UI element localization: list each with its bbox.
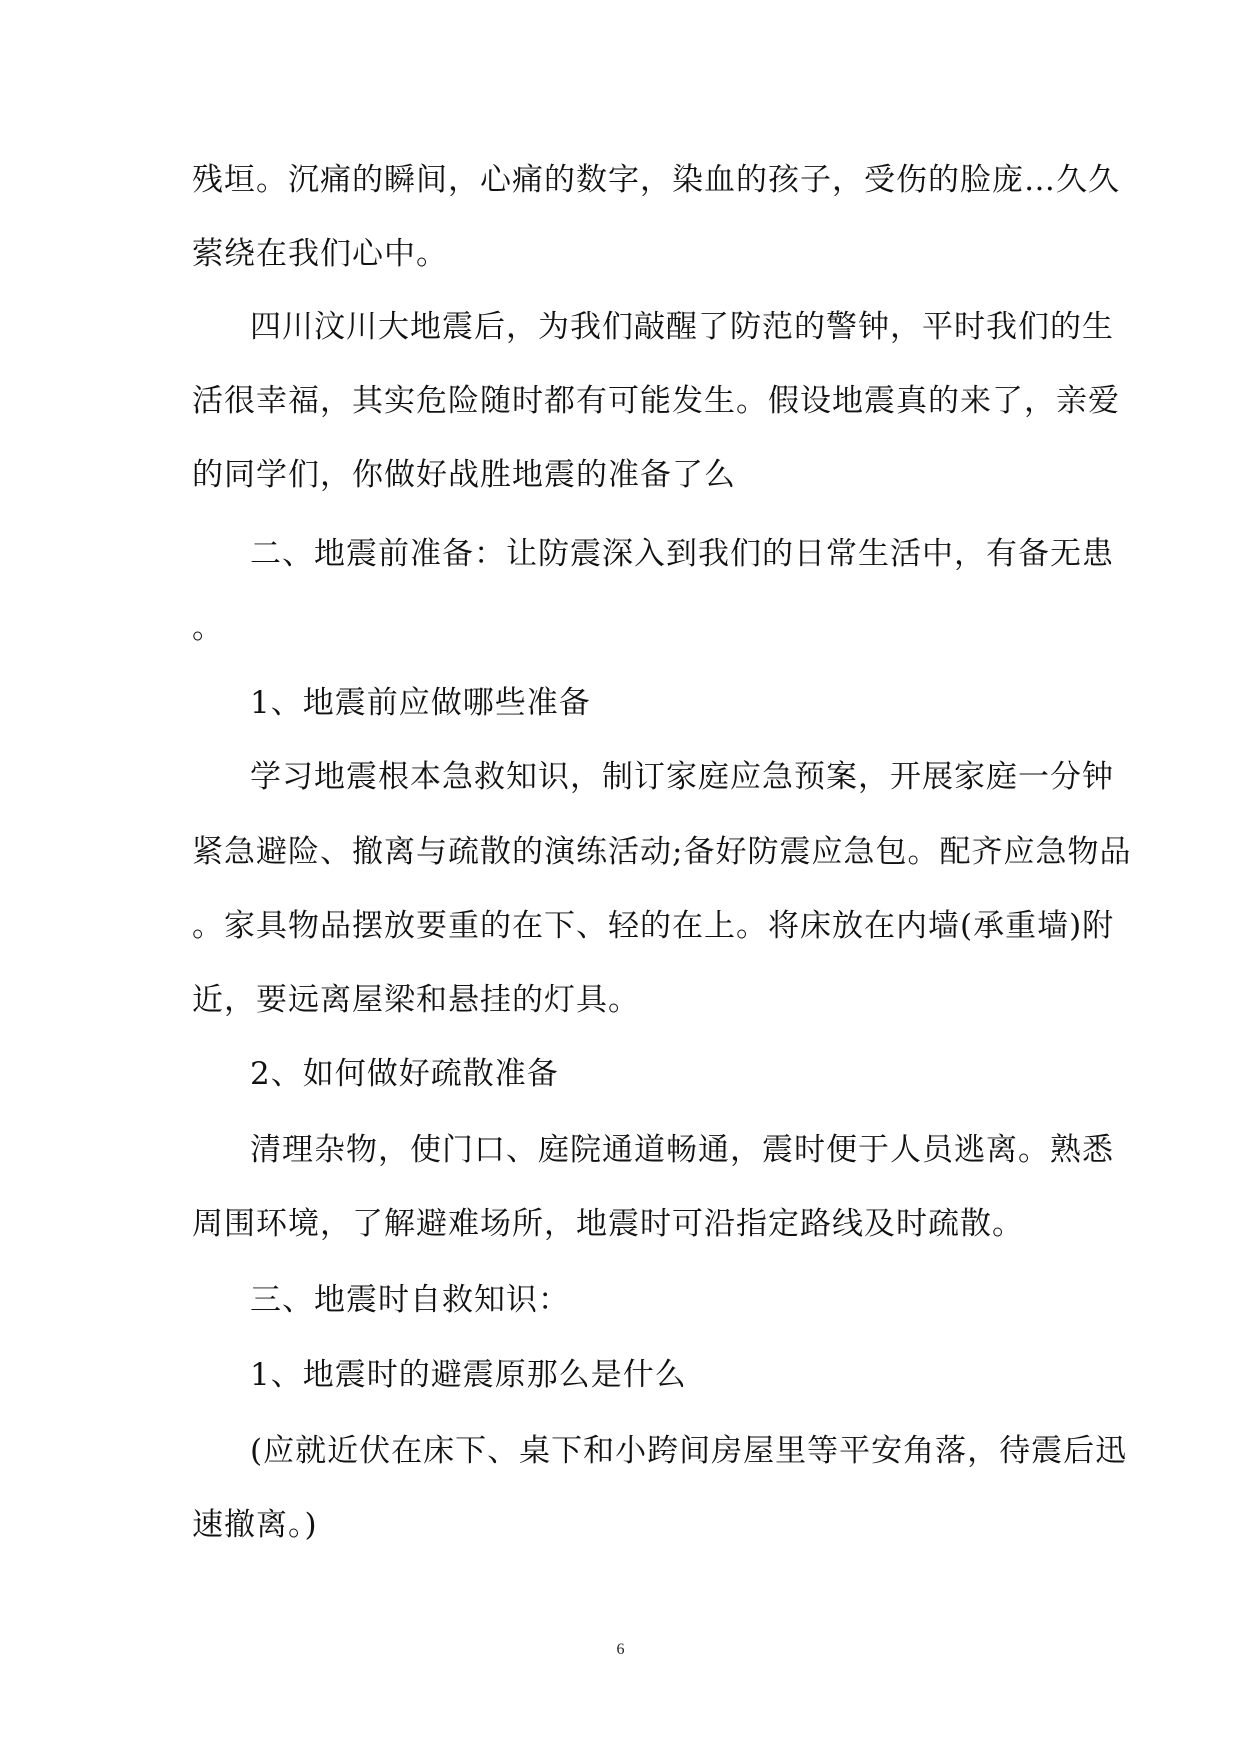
section-heading: 二、地震前准备：让防震深入到我们的日常生活中，有备无患 [250, 536, 1114, 572]
body-line: 紧急避险、撤离与疏散的演练活动;备好防震应急包。配齐应急物品 [192, 834, 1132, 870]
subsection-heading: 2、如何做好疏散准备 [250, 1056, 559, 1092]
body-line: 。家具物品摆放要重的在下、轻的在上。将床放在内墙(承重墙)附 [192, 908, 1115, 944]
body-line: 近，要远离屋梁和悬挂的灯具。 [192, 982, 640, 1018]
subsection-heading: 1、地震前应做哪些准备 [250, 685, 591, 721]
section-heading: 三、地震时自救知识： [250, 1282, 570, 1318]
body-line: 的同学们，你做好战胜地震的准备了么 [192, 457, 736, 493]
body-line: (应就近伏在床下、桌下和小跨间房屋里等平安角落，待震后迅 [250, 1433, 1128, 1469]
page-number: 6 [616, 1641, 625, 1658]
body-line: 残垣。沉痛的瞬间，心痛的数字，染血的孩子，受伤的脸庞…久久 [192, 162, 1120, 198]
body-line: 学习地震根本急救知识，制订家庭应急预案，开展家庭一分钟 [250, 759, 1114, 795]
body-line: 四川汶川大地震后，为我们敲醒了防范的警钟，平时我们的生 [250, 309, 1114, 345]
body-line: 。 [192, 610, 224, 646]
body-line: 活很幸福，其实危险随时都有可能发生。假设地震真的来了，亲爱 [192, 383, 1120, 419]
body-line: 萦绕在我们心中。 [192, 236, 448, 272]
body-line: 周围环境，了解避难场所，地震时可沿指定路线及时疏散。 [192, 1206, 1024, 1242]
subsection-heading: 1、地震时的避震原那么是什么 [250, 1357, 687, 1393]
body-line: 速撤离。) [192, 1507, 318, 1543]
body-line: 清理杂物，使门口、庭院通道畅通，震时便于人员逃离。熟悉 [250, 1132, 1114, 1168]
